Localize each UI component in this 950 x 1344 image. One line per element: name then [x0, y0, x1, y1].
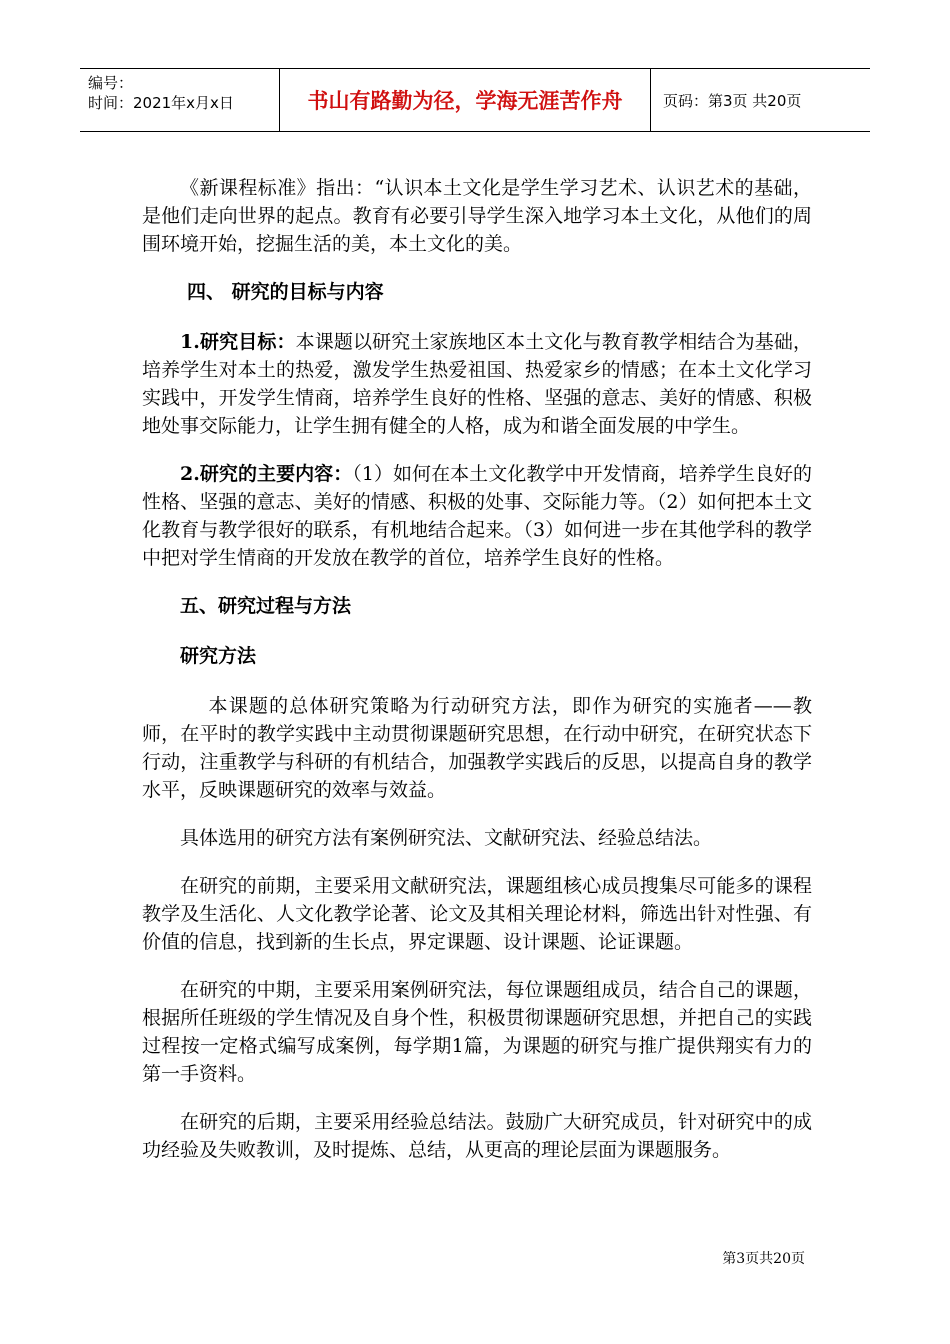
paragraph-content — [142, 460, 812, 572]
number-label: 编号： — [88, 74, 134, 92]
date-label: 时间：2021年x月x日 — [88, 94, 234, 112]
page-header — [80, 68, 870, 132]
subheading-methods: 研究方法 — [180, 645, 257, 667]
paragraph-early-stage: 在研究的前期，主要采用文献研究法，课题组核心成员搜集尽可能多的课程教学及生活化、人文化教学论著、论文及其相关理论材料，筛选出针对性强、有价值的信息，找到新的生长点，界定课题、设计课题、论证课题。 — [142, 875, 812, 953]
header-motto: 书山有路勤为径，学海无涯苦作舟 — [280, 69, 651, 131]
paragraph-goal — [142, 328, 812, 440]
content-label: 2.研究的主要内容： — [180, 463, 353, 485]
header-meta — [80, 69, 280, 131]
page-footer: 第3页共20页 — [722, 1251, 805, 1267]
section-heading-5: 五、研究过程与方法 — [180, 595, 352, 617]
paragraph-strategy: 本课题的总体研究策略为行动研究方法，即作为研究的实施者——教师，在平时的教学实践中主动贯彻课题研究思想，在行动中研究，在研究状态下行动，注重教学与科研的有机结合，加强教学实践后的反思，以提高自身的教学水平，反映课题研究的效率与效益。 — [142, 695, 812, 801]
goal-text: 本课题以研究土家族地区本土文化与教育教学相结合为基础，培养学生对本土的热爱，激发学生热爱祖国、热爱家乡的情感；在本土文化学习实践中，开发学生情商，培养学生良好的性格、坚强的意志、美好的情感、积极地处事交际能力，让学生拥有健全的人格，成为和谐全面发展的中学生。 — [142, 331, 812, 437]
paragraph-methods: 具体选用的研究方法有案例研究法、文献研究法、经验总结法。 — [180, 827, 713, 849]
content-text: （1）如何在本土文化教学中开发情商，培养学生良好的性格、坚强的意志、美好的情感、积极的处事、交际能力等。（2）如何把本土文化教育与教学很好的联系，有机地结合起来。（3）如何进一步在其他学科的教学中把对学生情商的开发放在教学的首位，培养学生良好的性格。 — [142, 463, 812, 569]
section-heading-4: 四、 研究的目标与内容 — [187, 281, 384, 303]
paragraph-standard: 《新课程标准》指出：“认识本土文化是学生学习艺术、认识艺术的基础，是他们走向世界的起点。教育有必要引导学生深入地学习本土文化，从他们的周围环境开始，挖掘生活的美，本土文化的美。 — [142, 177, 812, 255]
goal-label: 1.研究目标： — [180, 331, 296, 353]
paragraph-mid-stage: 在研究的中期，主要采用案例研究法，每位课题组成员，结合自己的课题，根据所任班级的学生情况及自身个性，积极贯彻课题研究思想，并把自己的实践过程按一定格式编写成案例，每学期1篇，为课题的研究与推广提供翔实有力的第一手资料。 — [142, 979, 812, 1085]
paragraph-late-stage: 在研究的后期，主要采用经验总结法。鼓励广大研究成员，针对研究中的成功经验及失败教训，及时提炼、总结，从更高的理论层面为课题服务。 — [142, 1111, 812, 1161]
document-body — [142, 174, 812, 1184]
header-page-info: 页码：第3页 共20页 — [663, 91, 802, 110]
